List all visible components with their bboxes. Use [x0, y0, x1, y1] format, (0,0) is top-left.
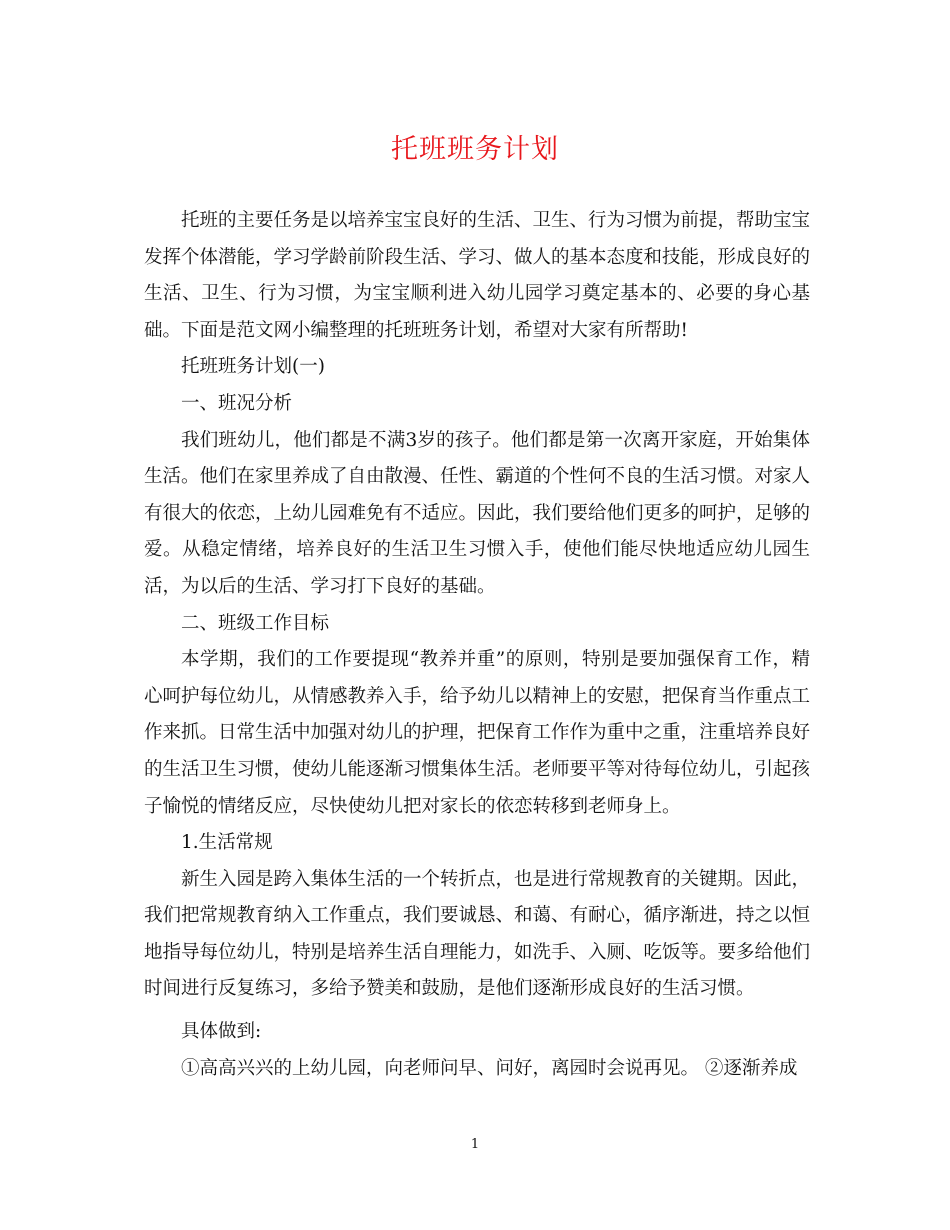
paragraph-specifics-label: 具体做到:: [181, 1021, 262, 1043]
document-body: [144, 203, 810, 1087]
paragraph-class-analysis: 我们班幼儿，他们都是不满3岁的孩子。他们都是第一次离开家庭，开始集体生活。他们在家里养成了自由散漫、任性、霸道的个性何不良的生活习惯。对家人有很大的依恋，上幼儿园难免有不适应。因此，我们要给他们更多的呵护，足够的爱。从稳定情绪，培养良好的生活卫生习惯入手，使他们能尽快地适应幼儿园生活，为以后的生活、学习打下良好的基础。: [144, 429, 811, 597]
paragraph-daily-routine: 新生入园是跨入集体生活的一个转折点，也是进行常规教育的关键期。因此，我们把常规教育纳入工作重点，我们要诚恳、和蔼、有耐心，循序渐进，持之以恒地指导每位幼儿，特别是培养生活自理能力，如洗手、入厕、吃饭等。要多给他们时间进行反复练习，多给予赞美和鼓励，是他们逐渐形成良好的生活习惯。: [144, 868, 811, 1000]
document-title: 托班班务计划: [391, 134, 559, 165]
section-heading-class-goals: 二、班级工作目标: [181, 612, 330, 634]
paragraph-class-goals: 本学期，我们的工作要提现“教养并重”的原则，特别是要加强保育工作，精心呵护每位幼儿，从情感教养入手，给予幼儿以精神上的安慰，把保育当作重点工作来抓。日常生活中加强对幼儿的护理，把保育工作作为重中之重，注重培养良好的生活卫生习惯，使幼儿能逐渐习惯集体生活。老师要平等对待每位幼儿，引起孩子愉悦的情绪反应，尽快使幼儿把对家长的依恋转移到老师身上。: [144, 649, 811, 817]
paragraph-specifics-items: ①高高兴兴的上幼儿园，向老师问早、问好，离园时会说再见。 ②逐渐养成: [181, 1057, 798, 1079]
section-heading-plan-1: 托班班务计划(一): [181, 356, 325, 378]
section-heading-class-analysis: 一、班况分析: [181, 392, 293, 414]
paragraph-intro: 托班的主要任务是以培养宝宝良好的生活、卫生、行为习惯为前提，帮助宝宝发挥个体潜能，学习学龄前阶段生活、学习、做人的基本态度和技能，形成良好的生活、卫生、行为习惯，为宝宝顺利进入幼儿园学习奠定基本的、必要的身心基础。下面是范文网小编整理的托班班务计划，希望对大家有所帮助!: [144, 210, 811, 341]
subheading-daily-routine: 1.生活常规: [181, 832, 273, 854]
page-number: 1: [470, 1137, 480, 1152]
